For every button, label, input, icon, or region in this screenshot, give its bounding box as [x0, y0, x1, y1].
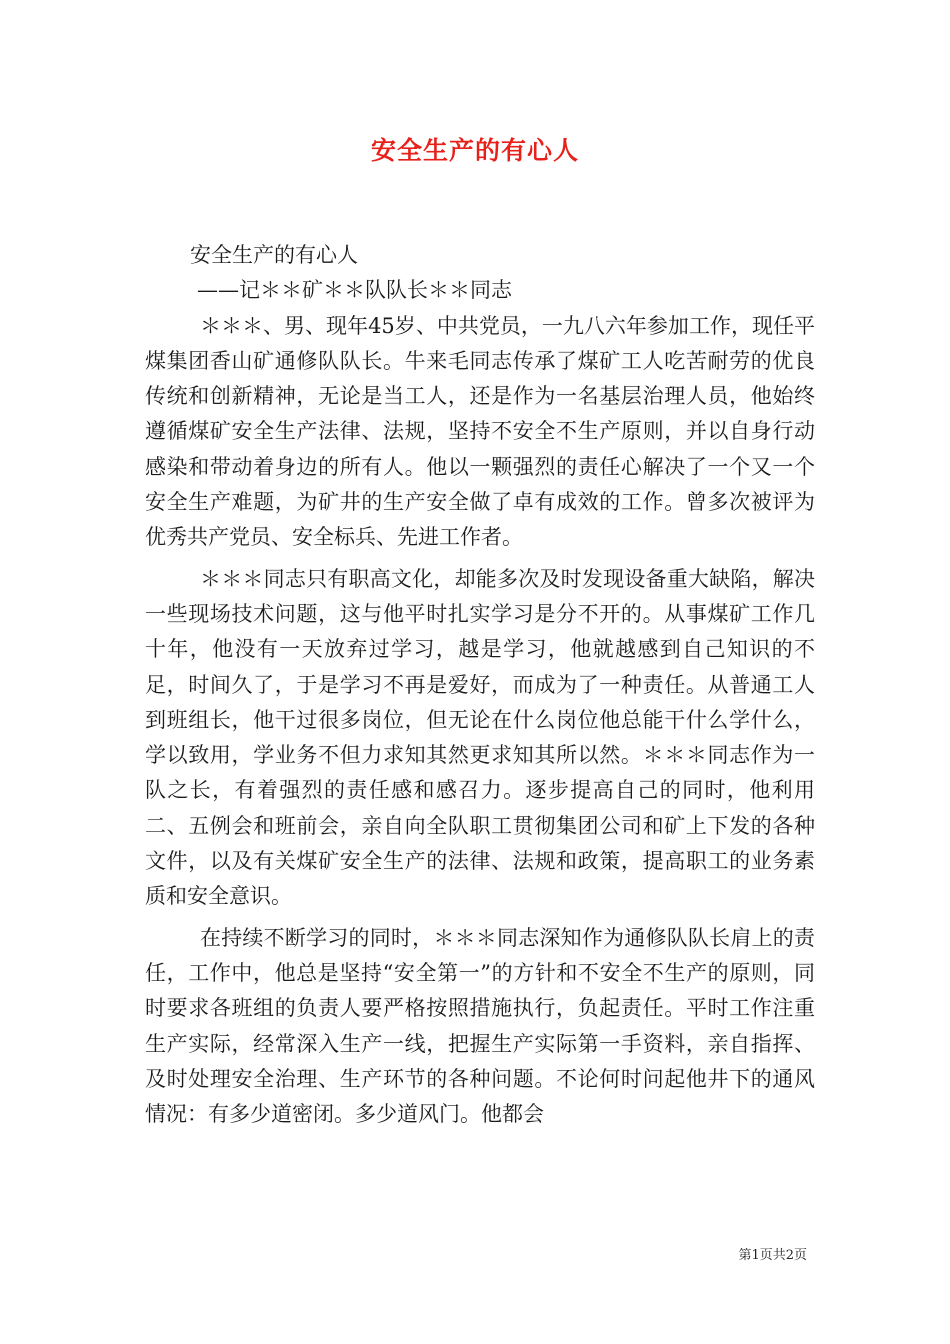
paragraph-3: 在持续不断学习的同时，＊＊＊同志深知作为通修队队长肩上的责任，工作中，他总是坚持“安全第一”的方针和不安全不生产的原则，同时要求各班组的负责人要严格按照措施执行，负起责任。平时工作注重生产实际，经常深入生产一线，把握生产实际第一手资料，亲自指挥、及时处理安全治理、生产环节的各种问题。不论何时问起他井下的通风情况：有多少道密闭。多少道风门。他都会	[145, 925, 815, 1127]
paragraph-1: ＊＊＊、男、现年45岁、中共党员，一九八六年参加工作，现任平煤集团香山矿通修队队长。牛来毛同志传承了煤矿工人吃苦耐劳的优良传统和创新精神，无论是当工人，还是作为一名基层治理人员，他始终遵循煤矿安全生产法律、法规，坚持不安全不生产原则，并以自身行动感染和带动着身边的所有人。他以一颗强烈的责任心解决了一个又一个安全生产难题，为矿井的生产安全做了卓有成效的工作。曾多次被评为优秀共产党员、安全标兵、先进工作者。	[145, 313, 815, 550]
article-subheading: ——记＊＊矿＊＊队队长＊＊同志	[197, 278, 512, 303]
article-subtitle: 安全生产的有心人	[190, 243, 358, 267]
page-title: 安全生产的有心人	[370, 136, 579, 165]
paragraph-2: ＊＊＊同志只有职高文化，却能多次及时发现设备重大缺陷，解决一些现场技术问题，这与他平时扎实学习是分不开的。从事煤矿工作几十年，他没有一天放弃过学习，越是学习，他就越感到自己知识的不足，时间久了，于是学习不再是爱好，而成为了一种责任。从普通工人到班组长，他干过很多岗位，但无论在什么岗位他总能干什么学什么，学以致用，学业务不但力求知其然更求知其所以然。＊＊＊同志作为一队之长，有着强烈的责任感和感召力。逐步提高自己的同时，他利用二、五例会和班前会，亲自向全队职工贯彻集团公司和矿上下发的各种文件，以及有关煤矿安全生产的法律、法规和政策，提高职工的业务素质和安全意识。	[145, 566, 815, 909]
article-body	[145, 238, 815, 1132]
page-number: 第1页共2页	[738, 1248, 807, 1263]
